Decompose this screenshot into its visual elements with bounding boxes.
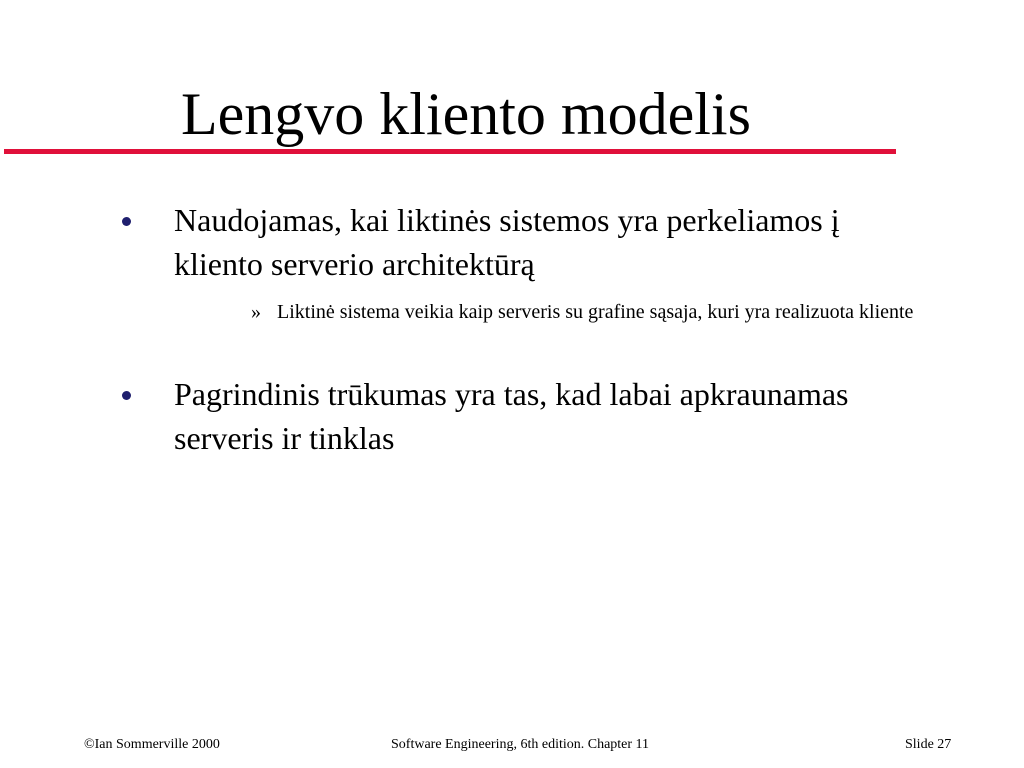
footer-course-title: Software Engineering, 6th edition. Chapter 11 <box>391 737 650 752</box>
slide-title: Lengvo kliento modelis <box>181 81 751 147</box>
sub-bullet-text: Liktinė sistema veikia kaip serveris su grafine sąsaja, kuri yra realizuota kliente <box>277 301 914 323</box>
bullet-item <box>174 198 914 286</box>
bullet-dot-icon <box>122 391 131 400</box>
footer-copyright: ©Ian Sommerville 2000 <box>84 737 220 752</box>
bullet-text: Naudojamas, kai liktinės sistemos yra perkeliamos į kliento serverio architektūrą <box>174 202 840 282</box>
footer-slide-number: Slide 27 <box>905 737 952 752</box>
bullet-item <box>174 372 914 460</box>
sub-bullet-marker: » <box>251 301 261 323</box>
bullet-text: Pagrindinis trūkumas yra tas, kad labai apkraunamas serveris ir tinklas <box>174 376 849 456</box>
sub-bullet-item <box>251 297 957 327</box>
bullet-dot-icon <box>122 217 131 226</box>
